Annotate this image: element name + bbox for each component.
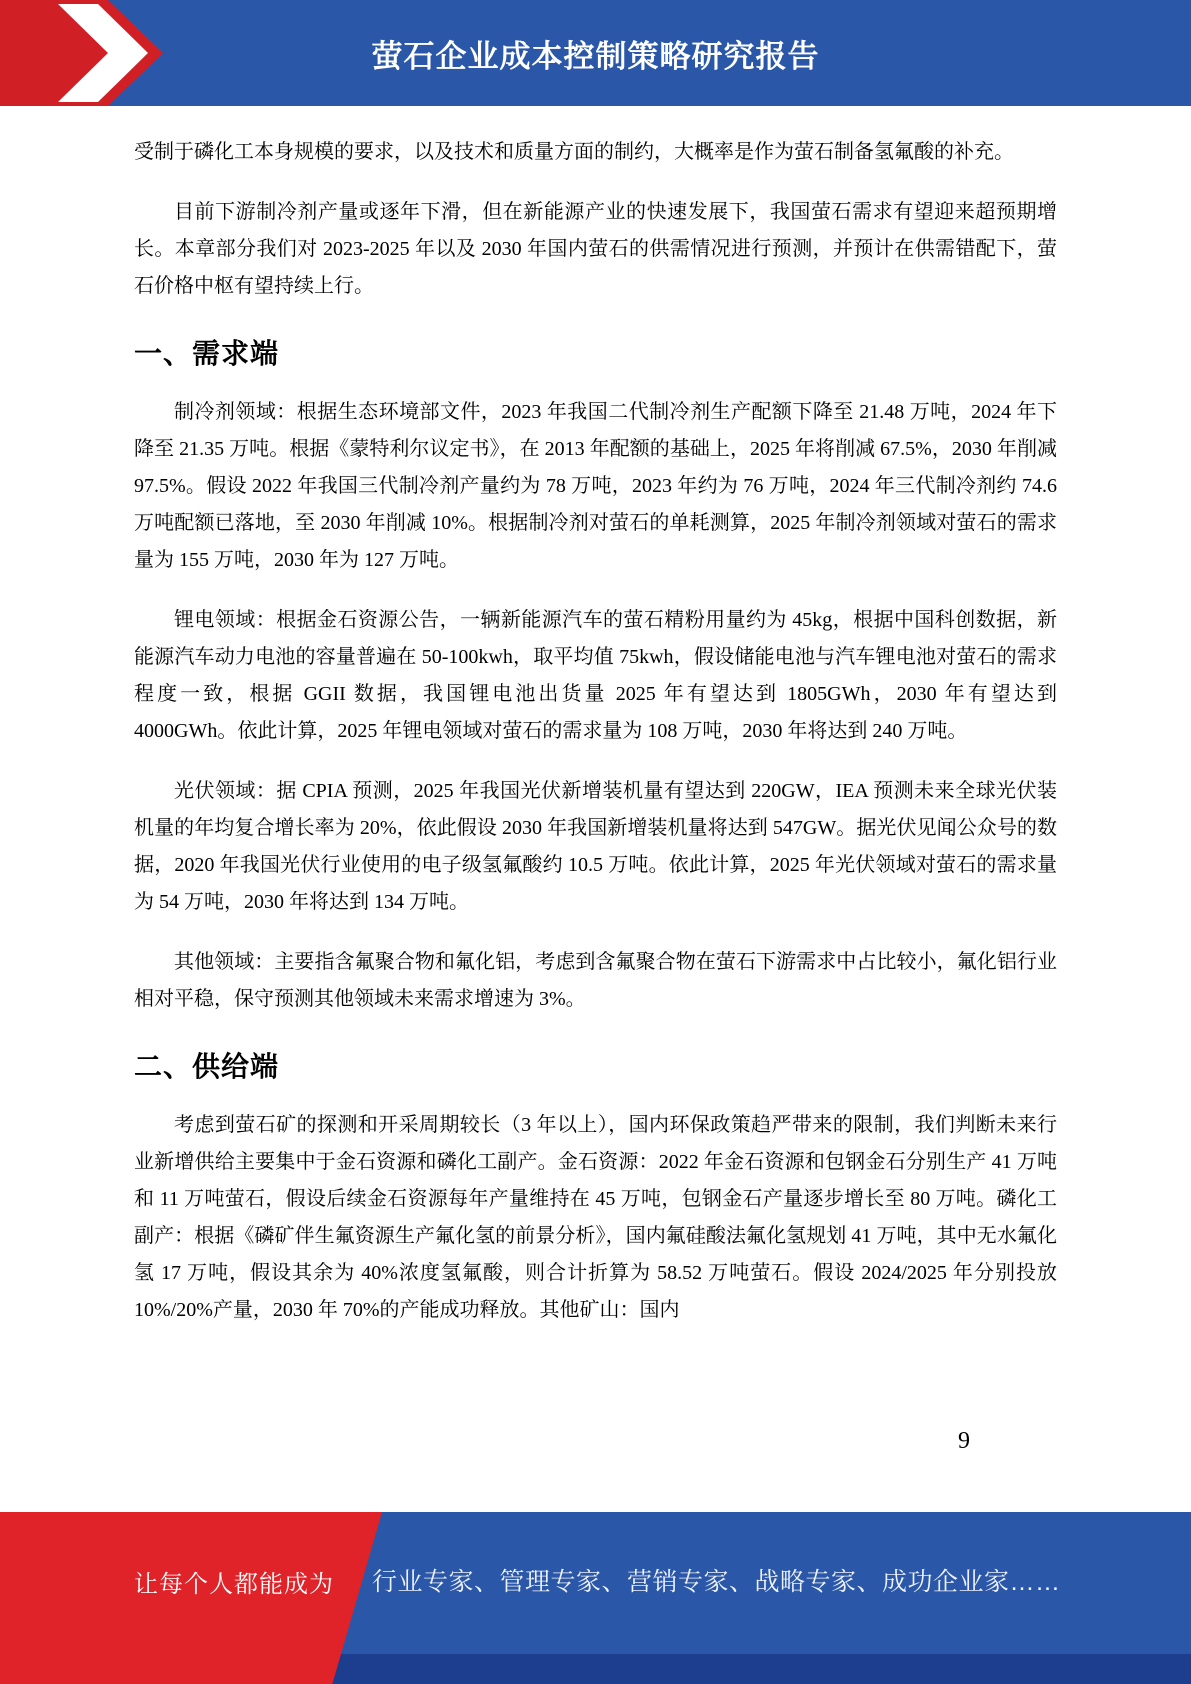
section-heading-demand: 一、需求端 (134, 338, 280, 369)
paragraph-overview: 目前下游制冷剂产量或逐年下滑，但在新能源产业的快速发展下，我国萤石需求有望迎来超预期增长。本章部分我们对 2023-2025 年以及 2030 年国内萤石的供需情况进行预测，并预计在供需错配下，萤石价格中枢有望持续上行。 (134, 201, 1057, 297)
paragraph-supply: 考虑到萤石矿的探测和开采周期较长（3 年以上），国内环保政策趋严带来的限制，我们判断未来行业新增供给主要集中于金石资源和磷化工副产。金石资源：2022 年金石资源和包钢金石分别生产 41 万吨和 11 万吨萤石，假设后续金石资源每年产量维持在 45 万吨，包钢金石产量逐步增长至 80 万吨。磷化工副产：根据《磷矿伴生氟资源生产氟化氢的前景分析》，国内氟硅酸法氟化氢规划 41 万吨，其中无水氟化氢 17 万吨，假设其余为 40%浓度氢氟酸，则合计折算为 58.52 万吨萤石。假设 2024/2025 年分别投放 10%/20%产量，2030 年 70%的产能成功释放。其他矿山：国内 (134, 1114, 1057, 1321)
footer-slogan-right: 行业专家、管理专家、营销专家、战略专家、成功企业家…… (372, 1568, 1061, 1596)
report-title: 萤石企业成本控制策略研究报告 (371, 38, 820, 74)
paragraph-lithium-battery: 锂电领域：根据金石资源公告，一辆新能源汽车的萤石精粉用量约为 45kg，根据中国科创数据，新能源汽车动力电池的容量普遍在 50-100kwh，取平均值 75kwh，假设储能电池与汽车锂电池对萤石的需求程度一致，根据 GGII 数据，我国锂电池出货量 2025 年有望达到 1805GWh，2030 年有望达到 4000GWh。依此计算，2025 年锂电领域对萤石的需求量为 108 万吨，2030 年将达到 240 万吨。 (134, 609, 1057, 742)
paragraph-other-fields: 其他领域：主要指含氟聚合物和氟化铝，考虑到含氟聚合物在萤石下游需求中占比较小，氟化铝行业相对平稳，保守预测其他领域未来需求增速为 3%。 (134, 951, 1057, 1010)
section-heading-supply: 二、供给端 (134, 1051, 280, 1082)
footer-banner (0, 1512, 1191, 1684)
footer-slogan-left: 让每个人都能成为 (134, 1571, 334, 1598)
paragraph-intro-continued: 受制于磷化工本身规模的要求，以及技术和质量方面的制约，大概率是作为萤石制备氢氟酸的补充。 (134, 141, 1014, 163)
page-number: 9 (958, 1428, 970, 1454)
paragraph-refrigerant: 制冷剂领域：根据生态环境部文件，2023 年我国二代制冷剂生产配额下降至 21.48 万吨，2024 年下降至 21.35 万吨。根据《蒙特利尔议定书》，在 2013 年配额的基础上，2025 年将削减 67.5%，2030 年削减 97.5%。假设 2022 年我国三代制冷剂产量约为 78 万吨，2023 年约为 76 万吨，2024 年三代制冷剂约 74.6 万吨配额已落地，至 2030 年削减 10%。根据制冷剂对萤石的单耗测算，2025 年制冷剂领域对萤石的需求量为 155 万吨，2030 年为 127 万吨。 (134, 401, 1057, 571)
header-banner (0, 0, 1191, 106)
paragraph-photovoltaic: 光伏领域：据 CPIA 预测，2025 年我国光伏新增装机量有望达到 220GW，IEA 预测未来全球光伏装机量的年均复合增长率为 20%，依此假设 2030 年我国新增装机量将达到 547GW。据光伏见闻公众号的数据，2020 年我国光伏行业使用的电子级氢氟酸约 10.5 万吨。依此计算，2025 年光伏领域对萤石的需求量为 54 万吨，2030 年将达到 134 万吨。 (134, 780, 1057, 913)
body-content (0, 106, 1191, 1486)
